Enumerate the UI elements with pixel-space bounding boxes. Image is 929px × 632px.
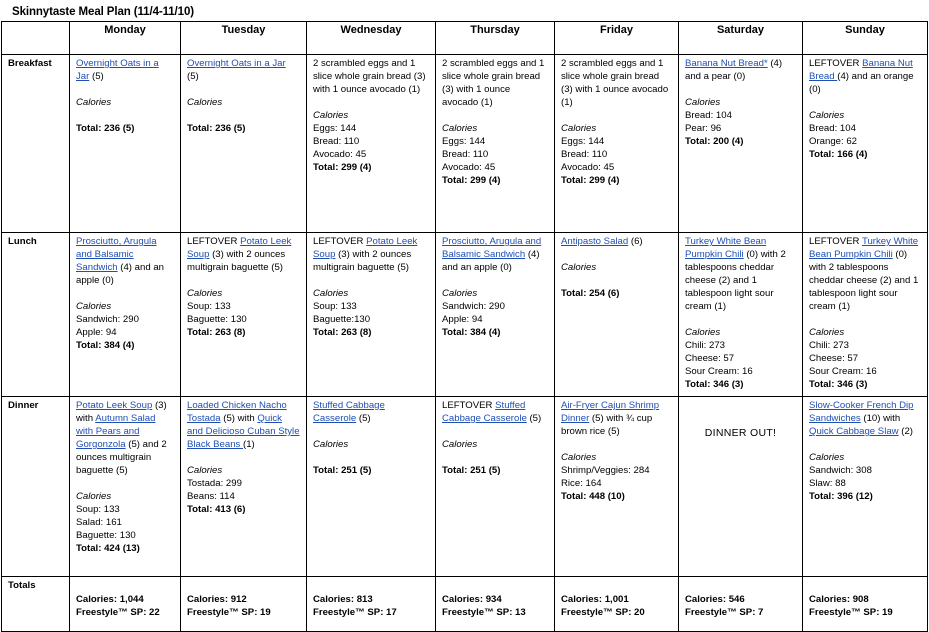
calorie-line: Avocado: 45 xyxy=(442,162,496,173)
total-calories: Calories: 1,044 xyxy=(76,594,144,605)
meal-total: Total: 384 (4) xyxy=(442,327,501,338)
breakfast-cell-sunday xyxy=(803,55,928,233)
meal-description xyxy=(313,235,429,274)
totals-row xyxy=(2,577,928,632)
calorie-line: Eggs: 144 xyxy=(313,123,357,134)
calories-label: Calories xyxy=(76,97,112,108)
total-freestyle-sp: Freestyle™ SP: 19 xyxy=(187,607,271,618)
meal-text: (10) with xyxy=(860,413,901,424)
day-header-sunday: Sunday xyxy=(803,22,928,55)
meal-text: (6) xyxy=(628,236,643,247)
recipe-link[interactable]: Prosciutto, Arugula and Balsamic Sandwich xyxy=(76,236,157,273)
meal-total: Total: 166 (4) xyxy=(809,149,868,160)
meal-total: Total: 346 (3) xyxy=(809,379,868,390)
meal-total: Total: 299 (4) xyxy=(442,175,501,186)
recipe-link[interactable]: Quick Cabbage Slaw xyxy=(809,426,899,437)
calorie-line: Orange: 62 xyxy=(809,136,858,147)
daily-total-friday xyxy=(555,577,679,632)
calorie-line: Apple: 94 xyxy=(76,327,117,338)
meal-text: (1) xyxy=(243,439,255,450)
breakfast-row xyxy=(2,55,928,233)
meal-total: Total: 299 (4) xyxy=(313,162,372,173)
meal-description xyxy=(809,57,921,96)
meal-text: LEFTOVER xyxy=(187,236,241,247)
dinner-out-note: DINNER OUT! xyxy=(704,427,777,439)
meal-text: (2) xyxy=(898,426,913,437)
calorie-line: Apple: 94 xyxy=(442,314,483,325)
daily-total-saturday xyxy=(679,577,803,632)
meal-total: Total: 251 (5) xyxy=(313,465,372,476)
dinner-cell-sunday xyxy=(803,397,928,577)
calorie-line: Pear: 96 xyxy=(685,123,722,134)
calories-label: Calories xyxy=(809,110,845,121)
meal-total: Total: 424 (13) xyxy=(76,543,140,554)
page-title: Skinnytaste Meal Plan (11/4-11/10) xyxy=(12,6,194,18)
meal-text: (5) xyxy=(89,71,104,82)
spacer xyxy=(76,109,174,122)
meal-total: Total: 263 (8) xyxy=(187,327,246,338)
daily-total-sunday xyxy=(803,577,928,632)
calorie-line: Avocado: 45 xyxy=(561,162,615,173)
recipe-link[interactable]: Air-Fryer Cajun Shrimp Dinner xyxy=(561,400,660,424)
recipe-link[interactable]: Banana Nut Bread xyxy=(809,58,913,82)
meal-text: (4) and an orange (0) xyxy=(809,71,914,95)
total-freestyle-sp: Freestyle™ SP: 19 xyxy=(809,607,893,618)
meal-description xyxy=(561,235,672,248)
meal-total: Total: 413 (6) xyxy=(187,504,246,515)
meal-text: (5) xyxy=(526,413,542,424)
meal-description xyxy=(76,235,174,287)
total-calories: Calories: 934 xyxy=(442,594,502,605)
meal-text: (3) with 2 ounces multigrain baguette (5) xyxy=(313,249,412,273)
breakfast-cell-thursday xyxy=(436,55,555,233)
meal-description xyxy=(809,399,921,438)
calories-label: Calories xyxy=(313,288,349,299)
meal-text: LEFTOVER xyxy=(809,58,863,69)
daily-total-wednesday xyxy=(307,577,436,632)
meal-total: Total: 263 (8) xyxy=(313,327,372,338)
meal-text: (5) xyxy=(187,71,199,82)
recipe-link[interactable]: Stuffed Cabbage Casserole xyxy=(442,400,527,424)
dinner-row xyxy=(2,397,928,577)
breakfast-cell-friday xyxy=(555,55,679,233)
recipe-link[interactable]: Turkey White Bean Pumpkin Chili xyxy=(809,236,919,260)
spacer xyxy=(313,451,429,464)
calorie-line: Chili: 273 xyxy=(809,340,849,351)
meal-description xyxy=(76,57,174,83)
total-calories: Calories: 1,001 xyxy=(561,594,629,605)
recipe-link[interactable]: Autumn Salad with Pears and Gorgonzola xyxy=(76,413,156,450)
total-freestyle-sp: Freestyle™ SP: 17 xyxy=(313,607,397,618)
meal-description xyxy=(561,57,672,109)
total-freestyle-sp: Freestyle™ SP: 7 xyxy=(685,607,764,618)
meal-text: (4) and an apple (0) xyxy=(76,262,165,286)
total-freestyle-sp: Freestyle™ SP: 20 xyxy=(561,607,645,618)
calorie-line: Bread: 110 xyxy=(313,136,360,147)
meal-description xyxy=(809,235,921,313)
breakfast-cell-saturday xyxy=(679,55,803,233)
daily-total-thursday xyxy=(436,577,555,632)
calorie-line: Sandwich: 290 xyxy=(76,314,139,325)
meal-total: Total: 251 (5) xyxy=(442,465,501,476)
recipe-link[interactable]: Potato Leek Soup xyxy=(187,236,292,260)
meal-description xyxy=(187,235,300,274)
calories-label: Calories xyxy=(442,123,478,134)
meal-total: Total: 299 (4) xyxy=(561,175,620,186)
day-header-saturday: Saturday xyxy=(679,22,803,55)
breakfast-cell-monday xyxy=(70,55,181,233)
recipe-link[interactable]: Overnight Oats in a Jar xyxy=(187,58,286,69)
breakfast-cell-tuesday xyxy=(181,55,307,233)
daily-total-tuesday xyxy=(181,577,307,632)
calories-label: Calories xyxy=(561,262,597,273)
dinner-cell-thursday xyxy=(436,397,555,577)
meal-text: LEFTOVER xyxy=(313,236,367,247)
meal-total: Total: 346 (3) xyxy=(685,379,744,390)
recipe-link[interactable]: Antipasto Salad xyxy=(561,236,629,247)
recipe-link[interactable]: Turkey White Bean Pumpkin Chili xyxy=(685,236,767,260)
total-freestyle-sp: Freestyle™ SP: 22 xyxy=(76,607,160,618)
corner-cell xyxy=(2,22,70,55)
meal-total: Total: 448 (10) xyxy=(561,491,625,502)
meal-text: (4) and an apple (0) xyxy=(442,249,540,273)
calorie-line: Eggs: 144 xyxy=(442,136,486,147)
meal-description xyxy=(442,235,548,274)
calories-label: Calories xyxy=(187,288,223,299)
total-calories: Calories: 546 xyxy=(685,594,745,605)
recipe-link[interactable]: Prosciutto, Arugula and Balsamic Sandwich xyxy=(442,236,542,260)
meal-plan-table xyxy=(1,21,928,632)
meal-description xyxy=(685,57,796,83)
meal-description xyxy=(561,399,672,438)
meal-total: Total: 254 (6) xyxy=(561,288,620,299)
calories-label: Calories xyxy=(76,491,112,502)
dinner-cell-wednesday xyxy=(307,397,436,577)
calorie-line: Bread: 110 xyxy=(561,149,608,160)
total-freestyle-sp: Freestyle™ SP: 13 xyxy=(442,607,526,618)
calorie-line: Slaw: 88 xyxy=(809,478,846,489)
dinner-cell-friday xyxy=(555,397,679,577)
meal-text: (0) with 2 tablespoons cheddar cheese (2) and 1 tablespoon light sour cream (1) xyxy=(809,249,919,312)
calorie-line: Sour Cream: 16 xyxy=(685,366,753,377)
lunch-row xyxy=(2,233,928,397)
daily-total-monday xyxy=(70,577,181,632)
calories-label: Calories xyxy=(187,465,223,476)
calories-label: Calories xyxy=(313,439,349,450)
recipe-link[interactable]: Banana Nut Bread* xyxy=(685,58,768,69)
calorie-line: Baguette: 130 xyxy=(187,314,247,325)
calorie-line: Rice: 164 xyxy=(561,478,602,489)
meal-text: 2 scrambled eggs and 1 slice whole grain bread (3) with 1 ounce avocado (1) xyxy=(442,58,545,108)
day-header-thursday: Thursday xyxy=(436,22,555,55)
row-label-totals: Totals xyxy=(2,577,70,632)
meal-text: LEFTOVER xyxy=(442,400,496,411)
row-label-lunch: Lunch xyxy=(2,233,70,397)
calorie-line: Baguette:130 xyxy=(313,314,371,325)
meal-text: 2 scrambled eggs and 1 slice whole grain bread (3) with 1 ounce avocado (1) xyxy=(561,58,669,108)
calorie-line: Soup: 133 xyxy=(76,504,120,515)
calorie-line: Avocado: 45 xyxy=(313,149,367,160)
calorie-line: Cheese: 57 xyxy=(809,353,859,364)
calories-label: Calories xyxy=(76,301,112,312)
spacer xyxy=(442,451,548,464)
calorie-line: Chili: 273 xyxy=(685,340,725,351)
meal-total: Total: 236 (5) xyxy=(187,123,246,134)
total-calories: Calories: 908 xyxy=(809,594,869,605)
calories-label: Calories xyxy=(187,97,223,108)
meal-text: (5) and 2 ounces multigrain baguette (5) xyxy=(76,439,167,476)
calorie-line: Shrimp/Veggies: 284 xyxy=(561,465,650,476)
calorie-line: Sandwich: 290 xyxy=(442,301,505,312)
calorie-line: Bread: 104 xyxy=(809,123,856,134)
calories-label: Calories xyxy=(809,327,845,338)
recipe-link[interactable]: Potato Leek Soup xyxy=(313,236,418,260)
calories-label: Calories xyxy=(442,288,478,299)
lunch-cell-tuesday xyxy=(181,233,307,397)
meal-description xyxy=(442,57,548,109)
total-calories: Calories: 912 xyxy=(187,594,247,605)
calorie-line: Sandwich: 308 xyxy=(809,465,872,476)
calories-label: Calories xyxy=(561,452,597,463)
meal-text: (4) and a pear (0) xyxy=(685,58,783,82)
lunch-cell-sunday xyxy=(803,233,928,397)
meal-text: (3) with xyxy=(76,400,167,424)
meal-text: (5) xyxy=(356,413,371,424)
meal-description xyxy=(187,399,300,451)
dinner-cell-saturday xyxy=(679,397,803,577)
calorie-line: Salad: 161 xyxy=(76,517,122,528)
recipe-link[interactable]: Stuffed Cabbage Casserole xyxy=(313,400,385,424)
dinner-cell-monday xyxy=(70,397,181,577)
calorie-line: Cheese: 57 xyxy=(685,353,735,364)
calories-label: Calories xyxy=(809,452,845,463)
breakfast-cell-wednesday xyxy=(307,55,436,233)
calories-label: Calories xyxy=(442,439,478,450)
calorie-line: Bread: 104 xyxy=(685,110,732,121)
recipe-link[interactable]: Loaded Chicken Nacho Tostada xyxy=(187,400,287,424)
lunch-cell-monday xyxy=(70,233,181,397)
meal-text: (0) with 2 tablespoons cheddar cheese (2) and 1 tablespoon light sour cream (1) xyxy=(685,249,786,312)
calorie-line: Sour Cream: 16 xyxy=(809,366,877,377)
meal-text: (3) with 2 ounces multigrain baguette (5) xyxy=(187,249,286,273)
meal-description xyxy=(313,57,429,96)
calorie-line: Eggs: 144 xyxy=(561,136,605,147)
calories-label: Calories xyxy=(561,123,597,134)
calorie-line: Beans: 114 xyxy=(187,491,235,502)
calorie-line: Baguette: 130 xyxy=(76,530,136,541)
meal-description xyxy=(187,57,300,83)
meal-text: (5) with xyxy=(220,413,258,424)
meal-text: (5) with ¾ cup brown rice (5) xyxy=(561,413,653,437)
day-header-friday: Friday xyxy=(555,22,679,55)
calorie-line: Bread: 110 xyxy=(442,149,489,160)
header-row xyxy=(2,22,928,55)
calorie-line: Tostada: 299 xyxy=(187,478,242,489)
lunch-cell-saturday xyxy=(679,233,803,397)
total-calories: Calories: 813 xyxy=(313,594,373,605)
lunch-cell-thursday xyxy=(436,233,555,397)
meal-total: Total: 236 (5) xyxy=(76,123,135,134)
lunch-cell-wednesday xyxy=(307,233,436,397)
meal-total: Total: 396 (12) xyxy=(809,491,873,502)
meal-description xyxy=(76,399,174,477)
recipe-link[interactable]: Quick and Delicioso Cuban Style Black Beans xyxy=(187,413,300,450)
meal-description xyxy=(685,235,796,313)
lunch-cell-friday xyxy=(555,233,679,397)
row-label-dinner: Dinner xyxy=(2,397,70,577)
row-label-breakfast: Breakfast xyxy=(2,55,70,233)
day-header-monday: Monday xyxy=(70,22,181,55)
calorie-line: Soup: 133 xyxy=(187,301,231,312)
meal-text: LEFTOVER xyxy=(809,236,862,247)
calories-label: Calories xyxy=(685,97,721,108)
recipe-link[interactable]: Overnight Oats in a Jar xyxy=(76,58,159,82)
spacer xyxy=(187,109,300,122)
dinner-cell-tuesday xyxy=(181,397,307,577)
spacer xyxy=(561,274,672,287)
meal-description xyxy=(313,399,429,425)
meal-text: 2 scrambled eggs and 1 slice whole grain bread (3) with 1 ounce avocado (1) xyxy=(313,58,426,95)
meal-description xyxy=(442,399,548,425)
calorie-line: Soup: 133 xyxy=(313,301,357,312)
calories-label: Calories xyxy=(685,327,721,338)
meal-total: Total: 200 (4) xyxy=(685,136,744,147)
calories-label: Calories xyxy=(313,110,349,121)
meal-total: Total: 384 (4) xyxy=(76,340,135,351)
day-header-tuesday: Tuesday xyxy=(181,22,307,55)
recipe-link[interactable]: Potato Leek Soup xyxy=(76,400,153,411)
day-header-wednesday: Wednesday xyxy=(307,22,436,55)
recipe-link[interactable]: Slow-Cooker French Dip Sandwiches xyxy=(809,400,914,424)
